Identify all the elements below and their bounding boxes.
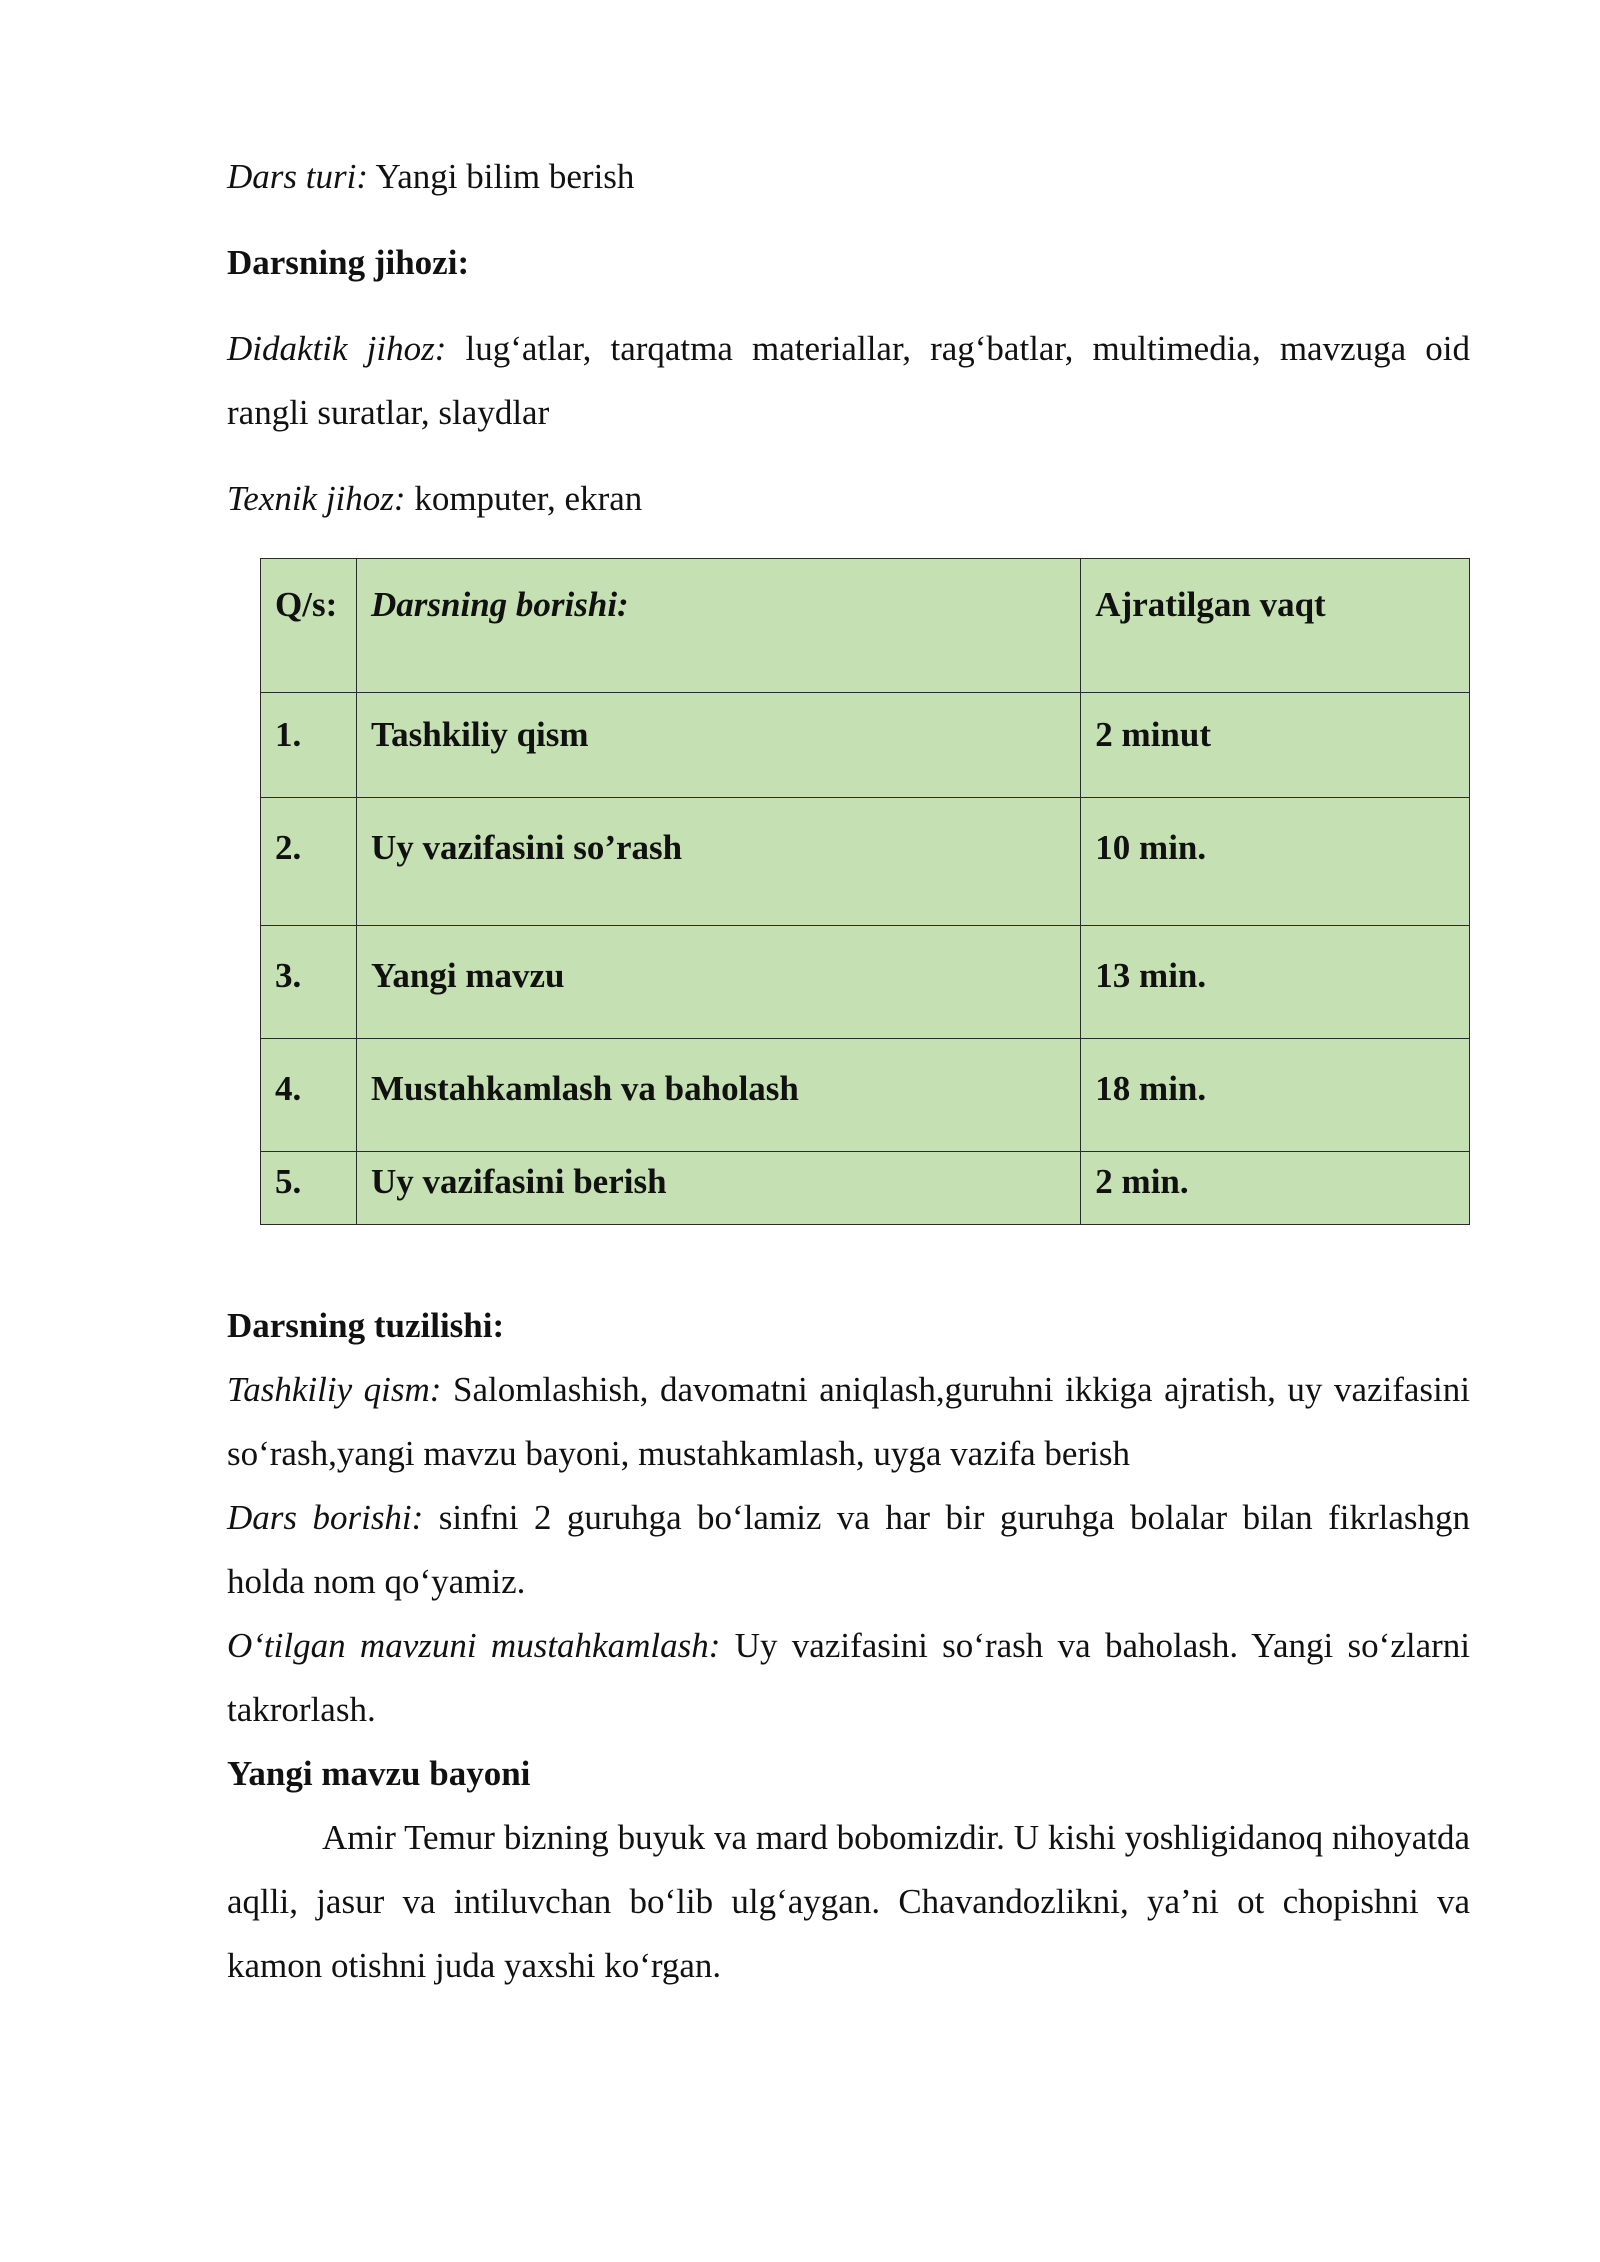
lesson-schedule-table — [260, 558, 1470, 1225]
row-number: 3. — [261, 926, 357, 1039]
header-time: Ajratilgan vaqt — [1081, 559, 1470, 693]
row-step: Uy vazifasini so’rash — [356, 798, 1080, 926]
row-step: Uy vazifasini berish — [356, 1152, 1080, 1225]
lesson-type-value: Yangi bilim berish — [368, 157, 635, 196]
lesson-type-label: Dars turi: — [227, 157, 368, 196]
table-row — [261, 926, 1470, 1039]
new-topic-heading: Yangi mavzu bayoni — [227, 1754, 531, 1793]
lesson-process-paragraph — [227, 1486, 1470, 1614]
header-number: Q/s: — [261, 559, 357, 693]
lesson-process-text: sinfni 2 guruhga bo‘lamiz va har bir guruhga bolalar bilan fikrlashgn holda nom qo‘yamiz. — [227, 1498, 1470, 1601]
reinforcement-label: O‘tilgan mavzuni mustahkamlash: — [227, 1626, 721, 1665]
lesson-process-label: Dars borishi: — [227, 1498, 424, 1537]
organizational-part-text: Salomlashish, davomatni aniqlash,guruhni ikkiga ajratish, uy vazifasini so‘rash,yangi mavzu bayoni, mustahkamlash, uyga vazifa berish — [227, 1370, 1470, 1473]
reinforcement-text: Uy vazifasini so‘rash va baholash. Yangi so‘zlarni takrorlash. — [227, 1626, 1470, 1729]
technical-equipment-label: Texnik jihoz: — [227, 479, 406, 518]
intro-section — [227, 145, 1470, 553]
row-step: Tashkiliy qism — [356, 693, 1080, 798]
row-time: 2 minut — [1081, 693, 1470, 798]
row-number: 4. — [261, 1039, 357, 1152]
lesson-schedule-table-wrap — [260, 558, 1470, 1225]
row-number: 1. — [261, 693, 357, 798]
lesson-structure-section — [227, 1294, 1470, 1998]
header-step: Darsning borishi: — [356, 559, 1080, 693]
row-number: 5. — [261, 1152, 357, 1225]
organizational-part-label: Tashkiliy qism: — [227, 1370, 442, 1409]
didactic-equipment-value: lug‘atlar, tarqatma materiallar, rag‘batlar, multimedia, mavzuga oid rangli suratlar, slaydlar — [227, 329, 1470, 432]
table-row — [261, 1039, 1470, 1152]
row-step: Mustahkamlash va baholash — [356, 1039, 1080, 1152]
row-step: Yangi mavzu — [356, 926, 1080, 1039]
reinforcement-paragraph — [227, 1614, 1470, 1742]
organizational-part-paragraph — [227, 1358, 1470, 1486]
table-row — [261, 693, 1470, 798]
new-topic-paragraph: Amir Temur bizning buyuk va mard bobomizdir. U kishi yoshligidanoq nihoyatda aqlli, jasur va intiluvchan bo‘lib ulg‘aygan. Chavandozlikni, ya’ni ot chopishni va kamon otishni juda yaxshi ko‘rgan. — [227, 1818, 1470, 1985]
row-time: 18 min. — [1081, 1039, 1470, 1152]
didactic-equipment-line — [227, 317, 1470, 445]
table-header-row — [261, 559, 1470, 693]
lesson-type-line — [227, 145, 1470, 209]
structure-heading: Darsning tuzilishi: — [227, 1306, 505, 1345]
technical-equipment-value: komputer, ekran — [405, 479, 643, 518]
table-row — [261, 1152, 1470, 1225]
technical-equipment-line — [227, 467, 1470, 531]
equipment-heading: Darsning jihozi: — [227, 243, 470, 282]
table-row — [261, 798, 1470, 926]
didactic-equipment-label: Didaktik jihoz: — [227, 329, 447, 368]
row-time: 10 min. — [1081, 798, 1470, 926]
row-time: 13 min. — [1081, 926, 1470, 1039]
row-time: 2 min. — [1081, 1152, 1470, 1225]
row-number: 2. — [261, 798, 357, 926]
